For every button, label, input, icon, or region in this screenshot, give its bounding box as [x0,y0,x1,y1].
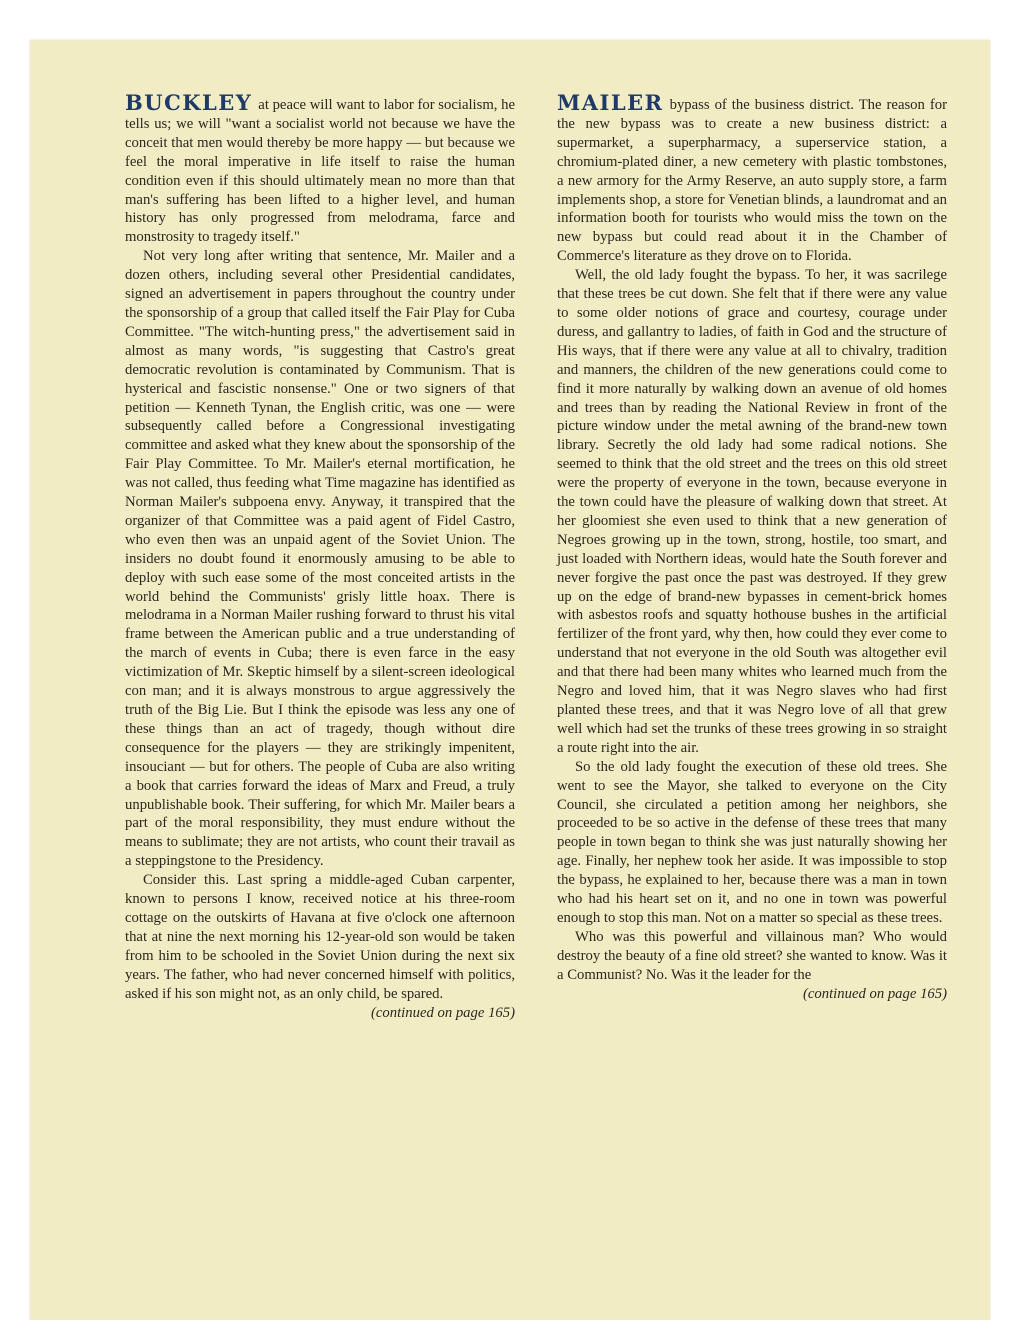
buckley-paragraph-1 [125,90,515,247]
magazine-page [30,40,990,1320]
mailer-paragraph-2: Well, the old lady fought the bypass. To her, it was sacrilege that these trees be cut down. She felt that if there were any value to some older notions of grace and courtesy, courage under duress, and gallantry to ladies, of faith in God and the structure of His ways, that if there were any value at all to chivalry, tradition and manners, the children of the new generations could come to find it more naturally by walking down an avenue of old homes and trees than by reading the National Review in front of the picture window under the metal awning of the brand-new town library. Secretly the old lady had some radical notions. She seemed to think that the old street and the trees on this old street were the property of everyone in the town, because everyone in the town could have the pleasure of walking down that street. At her gloomiest she even used to think that a new generation of Negroes growing up in the town, strong, hostile, too smart, and just loaded with Northern ideas, would hate the South forever and never forgive the past once the past was destroyed. If they grew up on the edge of brand-new bypasses in cement-brick homes with asbestos roofs and squatty hothouse bushes in the artificial fertilizer of the front yard, why then, how could they ever come to understand that not everyone in the old South was altogether evil and that there had been many whites who learned much from the Negro and loved him, that it was Negro slaves who had first planted these trees, and that it was Negro love of all that grew well which had set the trunks of these trees growing in so straight a route right into the air. [557,267,947,756]
mailer-paragraph-4-text: Who was this powerful and villainous man? Who would destroy the beauty of a fine old street? she wanted to know. Was it a Communist? No. Was it the leader for the [557,928,947,983]
mailer-paragraph-4 [557,928,947,1002]
buckley-heading: BUCKLEY [125,90,253,115]
buckley-paragraph-2: Not very long after writing that sentence, Mr. Mailer and a dozen others, including several other Presidential candidates, signed an advertisement in papers throughout the country under the sponsorship of a group that called itself the Fair Play for Cuba Committee. "The witch-hunting press," the advertisement said in almost as many words, "is suggesting that Castro's great democratic revolution is contaminated by Communism. That is hysterical and fascistic nonsense." One or two signers of that petition — Kenneth Tynan, the English critic, was one — were subsequently called before a Congressional investigating committee and asked what they knew about the sponsorship of the Fair Play Committee. To Mr. Mailer's eternal mortification, he was not called, thus feeding what Time magazine has identified as Norman Mailer's subpoena envy. Anyway, it transpired that the organizer of that Committee was a paid agent of Fidel Castro, who even then was an unpaid agent of the Soviet Union. The insiders no doubt found it enormously amusing to be able to deploy with such ease some of the most conceited artists in the world behind the Communists' grisly little hoax. There is melodrama in a Norman Mailer rushing forward to thrust his vital frame between the American public and a true understanding of the march of events in Cuba; there is even farce in the easy victimization of Mr. Skeptic himself by a silent-screen ideological con man; and it is always monstrous to argue aggressively the truth of the Big Lie. But I think the episode was less any one of these things than an act of tragedy, though without dire consequence for the players — they are strikingly impenitent, insouciant — but for others. The people of Cuba are also writing a book that carries forward the ideas of Marx and Freud, a truly unpublishable book. Their suffering, for which Mr. Mailer bears a part of the moral responsibility, they must endure without the means to sublimate; they are not artists, who count their travail as a steppingstone to the Presidency. [125,248,515,870]
buckley-paragraph-3-text: Consider this. Last spring a middle-aged Cuban carpenter, known to persons I know, received notice at his three-room cottage on the outskirts of Havana at five o'clock one afternoon that at nine the next morning his 12-year-old son would be taken from him to be schooled in the Soviet Union during the next six years. The father, who had never concerned himself with politics, asked if his son might not, as an only child, be spared. [125,872,515,1002]
buckley-paragraph-3 [125,871,515,1021]
mailer-paragraph-1-text: bypass of the business district. The reason for the new bypass was to create a new business district: a supermarket, a superpharmacy, a superservice station, a chromium-plated diner, a new cemetery with plastic tombstones, a new armory for the Army Reserve, an auto supply store, a farm implements shop, a store for Venetian blinds, a laundromat and an information booth for tourists who would miss the town on the new bypass but could read about it in the Chamber of Commerce's literature as they drove on to Florida. [557,97,947,265]
mailer-paragraph-1 [557,90,947,266]
mailer-column [557,90,947,1004]
buckley-continued-note: (continued on page 165) [371,1004,515,1021]
mailer-paragraph-3: So the old lady fought the execution of these old trees. She went to see the Mayor, she talked to everyone on the City Council, she circulated a petition among her neighbors, she proceeded to be so active in the defense of these trees that many people in town began to think she was just naturally showing her age. Finally, her nephew took her aside. It was impossible to stop the bypass, he explained to her, because there was a man in town who had his heart set on it, and no one in town was powerful enough to stop this man. Not on a matter so special as these trees. [557,758,947,926]
buckley-paragraph-1-text: at peace will want to labor for socialism, he tells us; we will "want a socialist world not because we have the conceit that men would thereby be more happy — but because we feel the moral imperative in life itself to raise the human condition even if this should ultimately mean no more than that man's suffering has been lifted to a higher level, and human history has only progressed from melodrama, farce and monstrosity to tragedy itself." [125,97,515,246]
buckley-column [125,90,515,1022]
mailer-continued-note: (continued on page 165) [803,985,947,1002]
mailer-heading: MAILER [557,90,664,115]
